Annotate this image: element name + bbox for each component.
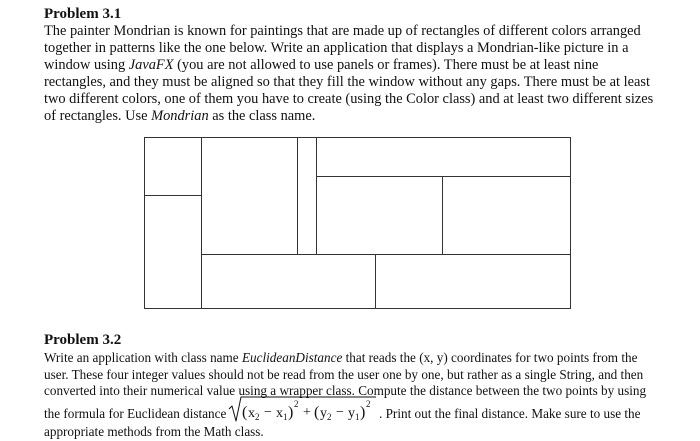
problem-3-2-line-3: converted into their numerical value using a wrapper class. Compute the distance between the two points by using xyxy=(44,383,647,398)
formula-square-1: 2 xyxy=(294,399,299,409)
line-3-prefix: window using xyxy=(44,57,129,73)
javafx-term: JavaFX xyxy=(128,57,174,73)
problem-3-2-line-5: appropriate methods from the Math class. xyxy=(44,424,264,439)
formula-minus-1: − xyxy=(264,405,272,420)
formula-plus: + xyxy=(303,405,311,420)
problem-3-1-line-2: together in patterns like the one below. Write an application that displays a Mondrian-like picture in a xyxy=(44,40,629,56)
problem-3-2-line-2: user. These four integer values should not be read from the user one by one, but rather as a single String, and then xyxy=(44,367,644,382)
problem-3-2-title: Problem 3.2 xyxy=(44,332,122,348)
problem-3-2-line-4-suffix: . Print out the final distance. Make sure to use the xyxy=(379,406,641,421)
formula-lparen-2: ( xyxy=(314,404,320,421)
formula-y1: y xyxy=(348,406,355,421)
formula-minus-2: − xyxy=(336,405,344,420)
formula-square-2: 2 xyxy=(366,399,371,409)
p2-line-1-suffix: that reads the (x, y) coordinates for two points from the xyxy=(342,350,638,365)
formula-rparen-2: ) xyxy=(360,404,366,421)
p2-line-1-prefix: Write an application with class name xyxy=(44,350,242,365)
line-6-suffix: as the class name. xyxy=(208,108,316,124)
formula-y2: y xyxy=(320,406,327,421)
formula-x2: x xyxy=(248,406,255,421)
problem-3-1-title: Problem 3.1 xyxy=(44,6,122,22)
problem-3-2-line-4-prefix: the formula for Euclidean distance xyxy=(44,406,227,421)
problem-3-1-line-1: The painter Mondrian is known for paintings that are made up of rectangles of different colors arranged xyxy=(44,23,641,39)
formula-x1: x xyxy=(276,406,283,421)
euclidean-distance-term: EuclideanDistance xyxy=(241,350,343,365)
formula-sub-2a: 2 xyxy=(255,412,260,422)
problem-3-1-line-5: two different colors, one of them you have to create (using the Color class) and at least two different sizes xyxy=(44,91,654,107)
line-6-prefix: of rectangles. Use xyxy=(44,108,152,124)
formula-sub-1b: 1 xyxy=(355,412,360,422)
formula-lparen-1: ( xyxy=(242,404,248,421)
formula-rparen-1: ) xyxy=(288,404,294,421)
formula-sub-1a: 1 xyxy=(283,412,288,422)
formula-sub-2b: 2 xyxy=(327,412,332,422)
problem-3-1-line-4: rectangles, and they must be aligned so that they fill the window without any gaps. There must be at least xyxy=(44,74,650,90)
mondrian-term: Mondrian xyxy=(151,108,209,124)
line-3-suffix: (you are not allowed to use panels or frames). There must be at least nine xyxy=(173,57,599,73)
